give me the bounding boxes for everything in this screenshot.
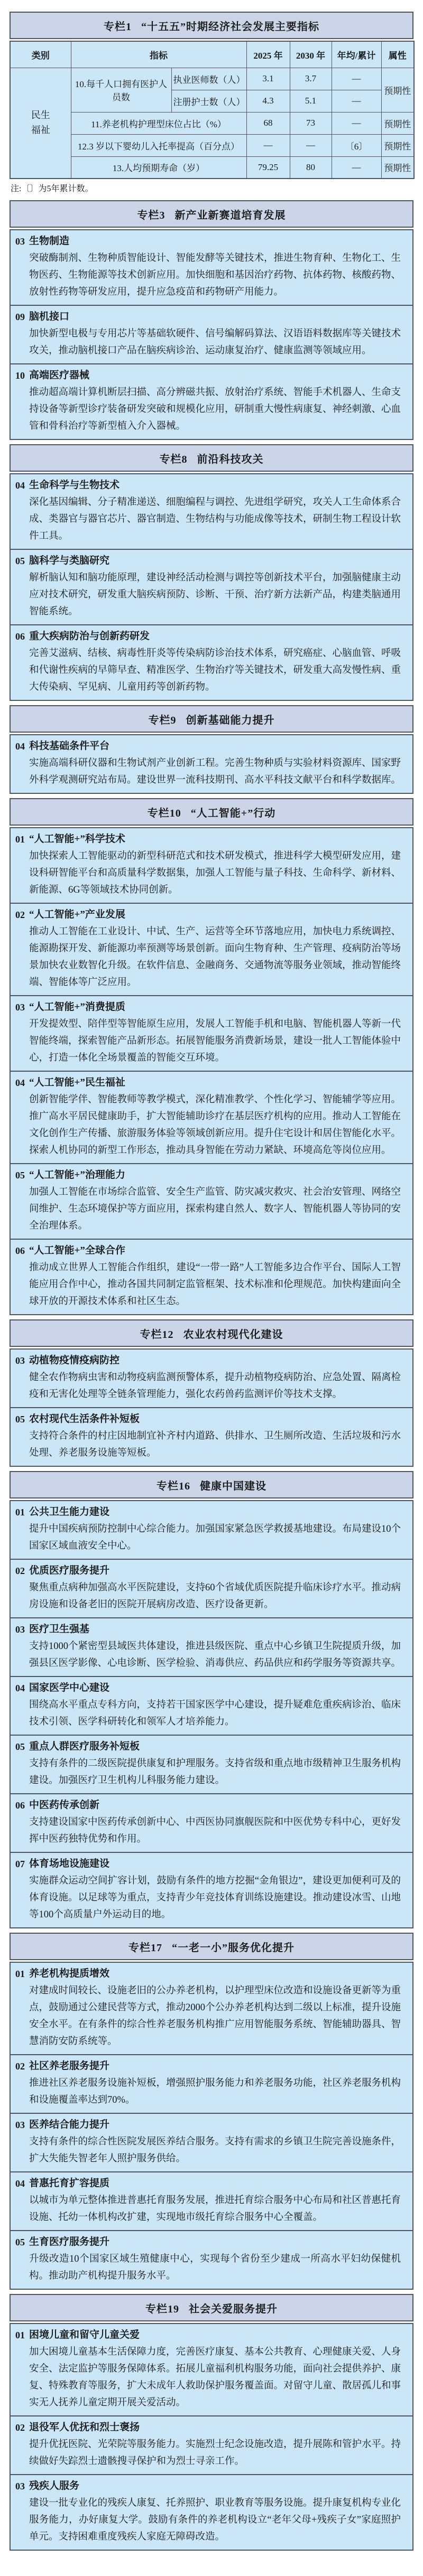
table-footnote: 注:〔〕为5年累计数。 — [11, 184, 94, 193]
col-2025: 2025 年 — [246, 41, 290, 68]
value-avg: — — [332, 90, 381, 112]
panel-item-06 — [11, 624, 412, 700]
item-number: 10 — [15, 370, 25, 381]
item-number: 01 — [15, 1507, 25, 1518]
value-2030: 73 — [290, 112, 332, 134]
item-title: “人工智能+”治理能力 — [29, 1169, 125, 1181]
item-title: 重大疾病防治与创新药研发 — [29, 631, 150, 642]
value-2030: 5.1 — [290, 90, 332, 112]
item-text: 围绕高水平重点专科方向，支持若干国家医学中心建设，提升疑难危重疾病诊治、临床技术引领、医学科研转化和领军人才培养能力。 — [29, 1700, 401, 1728]
panel-body — [10, 827, 413, 1315]
panel-item-04 — [11, 1676, 412, 1735]
panel-title: 健康中国建设 — [200, 1480, 266, 1492]
item-number: 06 — [15, 631, 25, 642]
item-title: 农村现代生活条件补短板 — [29, 1413, 140, 1425]
panel-item-04 — [11, 2171, 412, 2230]
panel-item-06 — [11, 1239, 412, 1314]
category-label: 民生福祉 — [31, 109, 50, 135]
panel-number: 专栏10 — [147, 807, 181, 819]
col-indicator: 指标 — [71, 41, 246, 68]
panel-item-06 — [11, 1793, 412, 1852]
panel-item-02 — [11, 903, 412, 995]
panel-number: 专栏16 — [157, 1480, 190, 1492]
panel-item-05 — [11, 2230, 412, 2289]
col-avg: 年均/累计 — [332, 41, 381, 68]
panel-item-03 — [11, 2113, 412, 2171]
panel-专栏10 — [10, 798, 413, 1315]
value-2030: 3.7 — [290, 68, 332, 90]
panel-title: 农业农村现代化建设 — [183, 1328, 283, 1341]
item-text: 推动超高端计算机断层扫描、高分辨磁共振、放射治疗系统、智能手术机器人、生命支持设备等新型诊疗装备研发突破和规模化应用，研制重大慢性病康复、神经刺激、心血管和骨科治疗等新型植入介入器械。 — [29, 387, 401, 432]
indicator-10-sub2: 注册护士数（人） — [171, 90, 246, 112]
panel-header — [10, 705, 413, 733]
item-text: 对建成时间较长、设施老旧的公办养老机构，以护理型床位改造和设施设备更新等为重点，鼓励通过公建民营等方式，推动2000个公办养老机构达到二级以上标准，提升设施安全水平。在有条件的综合性养老服务机构推广应用智能服务系统、智能辅助器具、智慧消防安防系统等。 — [29, 1985, 401, 2047]
panel-number: 专栏3 — [137, 209, 165, 221]
item-number: 02 — [15, 1566, 25, 1577]
panel-item-10 — [11, 363, 412, 439]
panel-item-03 — [11, 1350, 412, 1407]
panel-item-04 — [11, 474, 412, 549]
panel-header — [10, 798, 413, 826]
item-text: 支持有条件的二级医院提供康复和护理服务。支持省级和重点地市级精神卫生服务机构建设。加强医疗卫生机构儿科服务能力建设。 — [29, 1758, 401, 1786]
item-number: 04 — [15, 2178, 25, 2189]
item-text: 开发提效型、陪伴型等智能原生应用，发展人工智能手机和电脑、智能机器人等新一代智能终端，探索智能产品新形态。拓展智能服务消费新场景，建设一批人工智能体验中心，打造一体化全场景覆盖的智能交互环境。 — [29, 1019, 401, 1064]
item-title: 养老机构提质增效 — [29, 1968, 110, 1980]
panel-item-04 — [11, 735, 412, 793]
indicator-12-label: 12.3 岁以下婴幼儿入托率提高（百分点） — [71, 134, 246, 156]
panel-item-05 — [11, 1735, 412, 1793]
table-row — [10, 134, 414, 156]
item-text: 聚焦重点病种加强高水平医院建设，支持60个省域优质医院提升临床诊疗水平。推动病房设施和设备老旧的医院开展病房改造、医疗设备更新。 — [29, 1582, 401, 1610]
panel-title: “一老一小”服务优化提升 — [172, 1942, 295, 1954]
sections-container — [10, 200, 413, 2551]
table-row — [10, 68, 414, 90]
item-number: 03 — [15, 2481, 25, 2492]
value-2025: 68 — [246, 112, 290, 134]
indicator-13-label: 13.人均预期寿命（岁） — [71, 156, 246, 179]
item-title: 残疾人服务 — [29, 2480, 80, 2492]
indicator-10-label: 10.每千人口拥有医护人员数 — [71, 68, 171, 112]
col-category: 类别 — [10, 41, 71, 68]
value-2025: — — [246, 134, 290, 156]
attr-cell: 预期性 — [381, 112, 414, 134]
panel-indicators — [10, 12, 413, 179]
item-title: 脑机接口 — [29, 311, 70, 323]
panel-header — [10, 444, 413, 472]
item-title: 普惠托育扩容提质 — [29, 2178, 110, 2189]
panel-body — [10, 473, 413, 701]
panel-专栏9 — [10, 705, 413, 794]
item-text: 加强人工智能在市场综合监管、安全生产监管、防灾减灾救灾、社会治安管理、网络空间维护、生态环境保护等方面应用，探索构建自然人、数字人、智能机器人等协同的安全治理体系。 — [29, 1187, 401, 1232]
item-number: 04 — [15, 480, 25, 491]
item-text: 加快探索人工智能驱动的新型科研范式和技术研发模式，推进科学大模型研发应用，建设科研智能平台和高质量科学数据集，加强人工智能与量子科技、生命科学、新材料、新能源、6G等领域技术协同创新。 — [29, 851, 401, 896]
table-header-row — [10, 41, 414, 68]
panel-title: 创新基础能力提升 — [186, 714, 275, 726]
item-title: “人工智能+”民生福祉 — [29, 1077, 125, 1089]
panel-专栏17 — [10, 1933, 413, 2290]
item-text: 支持1000个紧密型县域医共体建设，推进县级医院、重点中心乡镇卫生院提质升级，加强县区医学影像、心电诊断、医学检验、消毒供应、药品供应和药学服务等资源共享。 — [29, 1641, 401, 1669]
item-text: 支持有条件的综合性医院发展医养结合服务。支持有需求的乡镇卫生院完善设施条件，扩大失能失智老年人照护服务供给。 — [29, 2137, 401, 2165]
panel-专栏3 — [10, 200, 413, 440]
item-number: 02 — [15, 910, 25, 921]
panel-item-03 — [11, 230, 412, 305]
panel-item-01 — [11, 1501, 412, 1559]
panel-number: 专栏1 — [104, 21, 132, 33]
indicators-table — [10, 41, 415, 179]
panel-header — [10, 200, 413, 228]
col-2030: 2030 年 — [290, 41, 332, 68]
item-title: “人工智能+”科学技术 — [29, 833, 125, 845]
panel-item-02 — [11, 2415, 412, 2474]
panel-number: 专栏19 — [145, 2303, 179, 2315]
panel-header — [10, 1933, 413, 1960]
panel-body — [10, 2323, 413, 2551]
item-title: 脑科学与类脑研究 — [29, 555, 110, 567]
panel-item-01 — [11, 828, 412, 903]
item-number: 01 — [15, 2330, 25, 2341]
panel-body — [10, 1348, 413, 1467]
panel-body — [10, 734, 413, 794]
panel-indicators-header — [10, 12, 413, 39]
value-avg: — — [332, 112, 381, 134]
item-number: 05 — [15, 2237, 25, 2248]
item-text: 突破酶制剂、生物种质智能设计、智能发酵等关键技术，推进生物育种、生物化工、生物医药、生物能源等技术创新应用。加快细胞和基因治疗药物、抗体药物、核酸药物、放射性药物等研发应用，提升应急疫苗和药物研产用能力。 — [29, 253, 401, 298]
col-attr: 属性 — [381, 41, 414, 68]
panel-item-03 — [11, 2474, 412, 2550]
item-text: 建设一批专业化的残疾人康复、托养照护、职业教育等服务设施。提升康复机构专业化服务能力，办好康复大学。鼓励有条件的养老机构设立“老年父母+残疾子女”家庭照护单元。支持困难重度残疾人家庭无障碍改造。 — [29, 2498, 401, 2543]
item-number: 05 — [15, 1170, 25, 1181]
item-text: 实施高端科研仪器和生物试剂产业创新工程。完善生物种质与实验材料资源库、国家野外科学观测研究站布局。建设世界一流科技期刊、高水平科技文献平台和科学数据库。 — [29, 758, 401, 786]
item-number: 04 — [15, 1683, 25, 1694]
panel-专栏19 — [10, 2294, 413, 2551]
panel-number: 专栏9 — [148, 714, 177, 726]
item-number: 05 — [15, 1741, 25, 1753]
item-number: 04 — [15, 741, 25, 752]
attr-cell: 预期性 — [381, 68, 414, 112]
item-title: 动植物疫情疫病防控 — [29, 1355, 120, 1366]
item-number: 03 — [15, 1002, 25, 1013]
panel-专栏12 — [10, 1319, 413, 1467]
item-text: 完善艾滋病、结核、病毒性肝炎等传染病防诊治技术体系，研究癌症、心脑血管、呼吸和代谢性疾病的早筛早查、精准医学、生物治疗等关键技术，研发重大高发慢性病、重大传染病、罕见病、儿童用药等创新药物。 — [29, 648, 401, 693]
item-number: 05 — [15, 556, 25, 567]
item-title: 社区养老服务提升 — [29, 2060, 110, 2072]
item-text: 升级改造10个国家区域生殖健康中心，实现每个省份至少建成一所高水平妇幼保健机构。推动助产机构提升服务水平。 — [29, 2254, 401, 2282]
panel-header — [10, 1471, 413, 1498]
item-number: 04 — [15, 1078, 25, 1089]
panel-title: “十五五”时期经济社会发展主要指标 — [141, 21, 319, 33]
panel-number: 专栏8 — [159, 453, 188, 465]
item-text: 推进社区养老服务设施补短板，增强照护服务能力和养老服务功能，社区养老服务机构和设施覆盖率达到70%。 — [29, 2078, 401, 2106]
panel-title: 社会关爱服务提升 — [189, 2303, 278, 2315]
item-number: 03 — [15, 236, 25, 247]
item-text: 健全农作物病虫害和动物疫病监测预警体系，提升动植物疫病防治、应急处置、隔离检疫和无害化处理等全链条管理能力，强化农药兽药监测评价等技术支撑。 — [29, 1372, 401, 1400]
panel-item-03 — [11, 995, 412, 1071]
item-number: 09 — [15, 312, 25, 323]
value-2030: 80 — [290, 156, 332, 179]
panel-item-05 — [11, 1407, 412, 1466]
item-title: 生命科学与生物技术 — [29, 480, 120, 491]
item-title: 科技基础条件平台 — [29, 741, 110, 752]
item-title: “人工智能+”全球合作 — [29, 1245, 125, 1257]
panel-专栏8 — [10, 444, 413, 701]
item-text: 推动人工智能在工业设计、中试、生产、运营等全环节落地应用，加快电力系统调控、能源勘探开发、新能源功率预测等场景创新。面向生物育种、生产管理、疫病防治等场景加快农业数智化升级。在软件信息、金融商务、交通物流等服务业领域，推动智能终端、智能体等广泛应用。 — [29, 926, 401, 988]
panel-item-02 — [11, 2054, 412, 2113]
item-text: 创新智能学伴、智能教师等教学模式，深化精准教学、个性化学习、智能辅学等应用。推广高水平居民健康助手，扩大智能辅助诊疗在基层医疗机构的应用。推动人工智能在文化创作生产传播、旅游服务体验等领域创新应用。提升住宅设计和居住智能化水平。探索人机协同的新型工作形态，推动具身智能在劳动力紧缺、环境高危等岗位应用。 — [29, 1094, 401, 1156]
item-text: 解析脑认知和脑功能原理，建设神经活动检测与调控等创新技术平台，加强脑健康主动应对技术研究，研发重大脑疾病预防、诊断、干预、治疗新方法新产品，构建类脑通用智能系统。 — [29, 573, 401, 617]
panel-item-04 — [11, 1071, 412, 1163]
item-title: “人工智能+”消费提质 — [29, 1001, 125, 1013]
item-title: 优质医疗服务提升 — [29, 1565, 110, 1577]
table-row — [10, 156, 414, 179]
table-row — [10, 112, 414, 134]
item-title: 退役军人优抚和烈士褒扬 — [29, 2422, 140, 2433]
item-text: 加快新型电极与专用芯片等基础软硬件、信号编解码算法、汉语语料数据库等关键技术攻关，推动脑机接口产品在脑疾病诊治、运动康复治疗、健康监测等领域应用。 — [29, 329, 401, 357]
item-number: 02 — [15, 2061, 25, 2072]
panel-title: 新产业新赛道培育发展 — [174, 209, 286, 221]
item-title: 重点人群医疗服务补短板 — [29, 1741, 140, 1753]
value-2025: 79.25 — [246, 156, 290, 179]
item-title: 高端医疗器械 — [29, 370, 90, 381]
panel-body — [10, 1962, 413, 2290]
attr-cell: 预期性 — [381, 134, 414, 156]
value-2025: 4.3 — [246, 90, 290, 112]
panel-body — [10, 229, 413, 440]
item-text: 提升优抚医院、光荣院等服务能力。实施烈士纪念设施改造，提升展陈和管护水平。持续做好失踪烈士遗骸搜寻保护和为烈士寻亲工作。 — [29, 2439, 401, 2467]
panel-item-01 — [11, 2324, 412, 2415]
value-avg: — — [332, 68, 381, 90]
value-avg: 〔6〕 — [332, 134, 381, 156]
item-title: 困境儿童和留守儿童关爱 — [29, 2329, 140, 2341]
item-title: 医疗卫生强基 — [29, 1624, 90, 1635]
item-title: 中医药传承创新 — [29, 1800, 100, 1811]
item-text: 加大困境儿童基本生活保障力度，完善医疗康复、基本公共教育、心理健康关爱、人身安全、法定监护等服务保障体系。拓展儿童福利机构服务功能，面向社会提供养护、康复、特殊教育等服务，扩大未成年人救助保护服务覆盖面。对留守儿童、散居孤儿和事实无人抚养儿童定期开展关爱活动。 — [29, 2347, 401, 2409]
item-title: “人工智能+”产业发展 — [29, 909, 125, 921]
item-title: 国家医学中心建设 — [29, 1682, 110, 1694]
panel-body — [10, 1500, 413, 1928]
panel-title: 前沿科技攻关 — [197, 453, 264, 465]
category-cell — [10, 68, 71, 179]
item-number: 05 — [15, 1414, 25, 1425]
item-number: 02 — [15, 2422, 25, 2433]
item-text: 支持符合条件的村庄因地制宜补齐村内道路、供排水、卫生厕所改造、生活垃圾和污水处理、养老服务设施等短板。 — [29, 1431, 401, 1459]
item-number: 03 — [15, 1624, 25, 1635]
panel-title: “人工智能+”行动 — [190, 807, 276, 819]
panel-item-09 — [11, 305, 412, 363]
item-title: 体育场地设施建设 — [29, 1858, 110, 1870]
item-text: 推动成立世界人工智能合作组织，建设“一带一路”人工智能多边合作平台、国际人工智能应用合作中心，推动各国共同制定监管框架、技术标准和伦理规范。加快构建面向全球开放的开源技术体系和社区生态。 — [29, 1262, 401, 1307]
panel-item-01 — [11, 1963, 412, 2054]
item-number: 01 — [15, 1969, 25, 1980]
indicator-10-sub1: 执业医师数（人） — [171, 68, 246, 90]
panel-item-05 — [11, 1163, 412, 1239]
attr-cell: 预期性 — [381, 156, 414, 179]
item-text: 实施群众运动空间扩容计划，鼓励有条件的地方挖掘“金角银边”，建设更加便利可及的体育设施。以足球等为重点，支持青少年竞技体育训练设施建设。推动建设冰雪、山地等100个高质量户外运动目的地。 — [29, 1876, 401, 1921]
panel-专栏16 — [10, 1471, 413, 1928]
panel-item-02 — [11, 1559, 412, 1617]
item-number: 03 — [15, 2120, 25, 2131]
item-number: 06 — [15, 1245, 25, 1257]
item-title: 公共卫生能力建设 — [29, 1506, 110, 1518]
value-2030: — — [290, 134, 332, 156]
panel-item-05 — [11, 549, 412, 624]
panel-item-07 — [11, 1852, 412, 1927]
panel-header — [10, 1319, 413, 1347]
panel-number: 专栏17 — [128, 1942, 162, 1954]
item-number: 07 — [15, 1859, 25, 1870]
item-title: 生物制造 — [29, 236, 70, 247]
item-number: 03 — [15, 1355, 25, 1366]
item-text: 以城市为单元整体推进普惠托育服务发展，推进托育综合服务中心布局和社区普惠托育设施、托幼一体机构改扩建，实现地市级托育综合服务中心全覆盖。 — [29, 2195, 401, 2223]
panel-number: 专栏12 — [140, 1328, 174, 1341]
item-number: 01 — [15, 834, 25, 845]
item-text: 提升中国疾病预防控制中心综合能力。加强国家紧急医学救援基地建设。布局建设10个国家区域血液安全中心。 — [29, 1524, 401, 1552]
panel-header — [10, 2294, 413, 2321]
value-avg: — — [332, 156, 381, 179]
item-text: 支持建设国家中医药传承创新中心、中西医协同旗舰医院和中医优势专科中心，更好发挥中医药独特优势和作用。 — [29, 1817, 401, 1845]
item-number: 06 — [15, 1800, 25, 1811]
indicator-11-label: 11.养老机构护理型床位占比（%） — [71, 112, 246, 134]
item-text: 深化基因编辑、分子精准递送、细胞编程与调控、先进组学研究，攻关人工生命体系合成、类器官与器官芯片、器官制造、生物结构与功能成像等技术，研制生物工程设计软件工具。 — [29, 497, 401, 542]
item-title: 医养结合能力提升 — [29, 2119, 110, 2131]
panel-item-03 — [11, 1617, 412, 1676]
value-2025: 3.1 — [246, 68, 290, 90]
item-title: 生育医疗服务提升 — [29, 2236, 110, 2248]
